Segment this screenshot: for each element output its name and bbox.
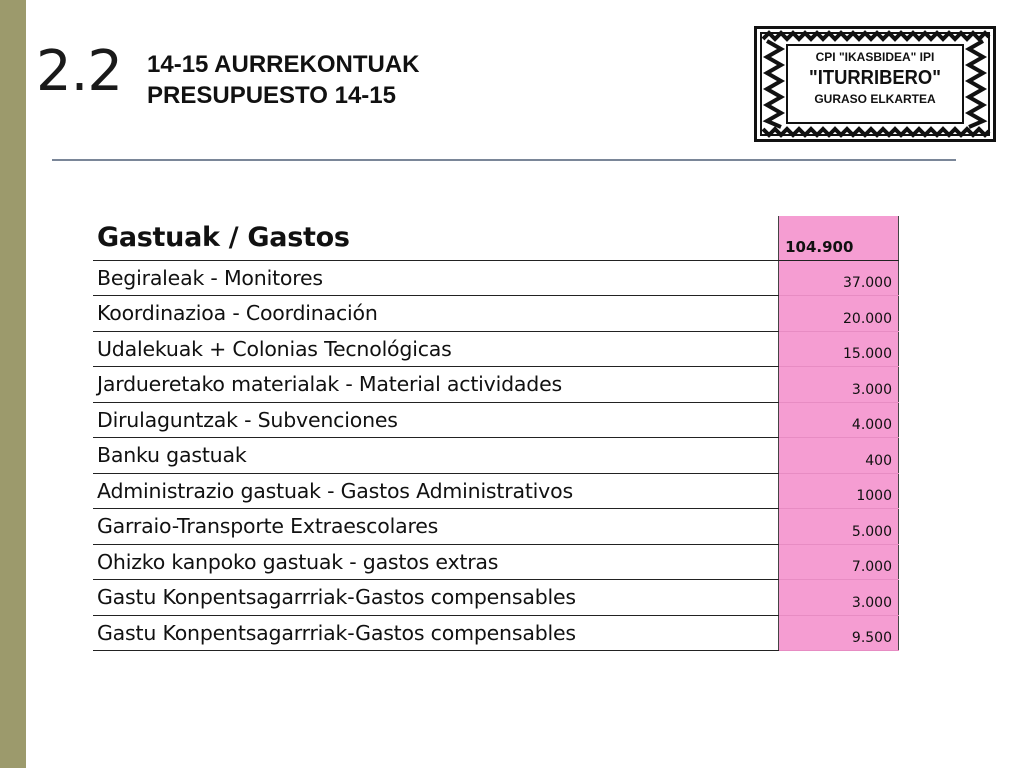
row-label: Gastu Konpentsagarrriak-Gastos compensables bbox=[93, 580, 779, 616]
table-row bbox=[93, 296, 899, 332]
row-value: 1000 bbox=[779, 473, 899, 509]
row-value: 4.000 bbox=[779, 402, 899, 438]
table-row bbox=[93, 402, 899, 438]
row-label: Begiraleak - Monitores bbox=[93, 260, 779, 296]
table-row bbox=[93, 544, 899, 580]
row-label: Gastu Konpentsagarrriak-Gastos compensables bbox=[93, 615, 779, 651]
budget-table bbox=[93, 216, 899, 651]
logo-association: GURASO ELKARTEA bbox=[814, 92, 936, 106]
row-value: 20.000 bbox=[779, 296, 899, 332]
table-row bbox=[93, 331, 899, 367]
table-row bbox=[93, 509, 899, 545]
row-value: 3.000 bbox=[779, 367, 899, 403]
table-row bbox=[93, 615, 899, 651]
title-basque: 14-15 AURREKONTUAK bbox=[147, 51, 420, 78]
divider bbox=[52, 159, 956, 161]
row-label: Koordinazioa - Coordinación bbox=[93, 296, 779, 332]
row-value: 5.000 bbox=[779, 509, 899, 545]
row-value: 7.000 bbox=[779, 544, 899, 580]
logo-text bbox=[793, 47, 957, 123]
school-logo bbox=[754, 26, 996, 142]
row-label: Udalekuak + Colonias Tecnológicas bbox=[93, 331, 779, 367]
row-label: Dirulaguntzak - Subvenciones bbox=[93, 402, 779, 438]
row-value: 37.000 bbox=[779, 260, 899, 296]
logo-school-title: "ITURRIBERO" bbox=[809, 67, 941, 89]
table-row bbox=[93, 260, 899, 296]
row-value: 3.000 bbox=[779, 580, 899, 616]
title-spanish: PRESUPUESTO 14-15 bbox=[147, 82, 396, 109]
row-label: Administrazio gastuak - Gastos Administrativos bbox=[93, 473, 779, 509]
table-row bbox=[93, 367, 899, 403]
row-label: Garraio-Transporte Extraescolares bbox=[93, 509, 779, 545]
sidebar-bar bbox=[0, 0, 26, 768]
budget-total: 104.900 bbox=[779, 216, 899, 260]
budget-title: Gastuak / Gastos bbox=[93, 216, 779, 260]
table-header-row bbox=[93, 216, 899, 260]
table-row bbox=[93, 580, 899, 616]
page-title bbox=[147, 49, 419, 111]
row-label: Jardueretako materialak - Material actividades bbox=[93, 367, 779, 403]
row-label: Banku gastuak bbox=[93, 438, 779, 474]
row-value: 15.000 bbox=[779, 331, 899, 367]
row-value: 400 bbox=[779, 438, 899, 474]
table-row bbox=[93, 473, 899, 509]
row-value: 9.500 bbox=[779, 615, 899, 651]
row-label: Ohizko kanpoko gastuak - gastos extras bbox=[93, 544, 779, 580]
section-number: 2.2 bbox=[36, 39, 123, 104]
table-row bbox=[93, 438, 899, 474]
logo-school-name: CPI "IKASBIDEA" IPI bbox=[815, 50, 935, 64]
